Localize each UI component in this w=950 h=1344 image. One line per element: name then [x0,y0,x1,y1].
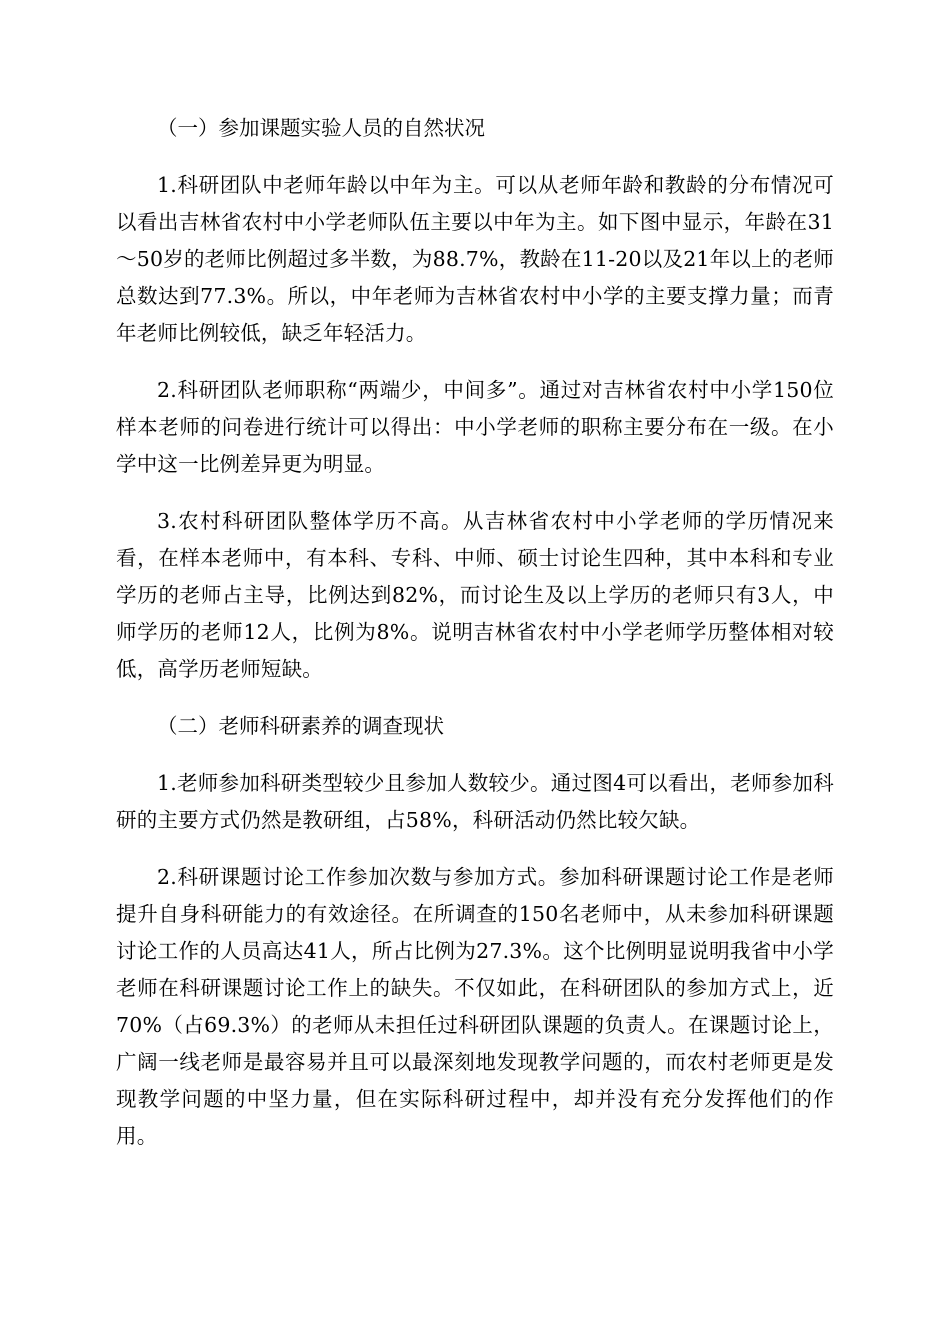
document-body [116,110,834,1175]
section-heading-2: （二）老师科研素养的调查现状 [157,714,444,738]
paragraph-age: 1.科研团队中老师年龄以中年为主。可以从老师年龄和教龄的分布情况可以看出吉林省农村中小学老师队伍主要以中年为主。如下图中显示，年龄在31～50岁的老师比例超过多半数，为88.7%，教龄在11-20以及21年以上的老师总数达到77.3%。所以，中年老师为吉林省农村中小学的主要支撑力量；而青年老师比例较低，缺乏年轻活力。 [116,173,834,345]
section-heading-1: （一）参加课题实验人员的自然状况 [157,116,485,140]
paragraph-research-participation: 2.科研课题讨论工作参加次数与参加方式。参加科研课题讨论工作是老师提升自身科研能力的有效途径。在所调查的150名老师中，从未参加科研课题讨论工作的人员高达41人，所占比例为27.3%。这个比例明显说明我省中小学老师在科研课题讨论工作上的缺失。不仅如此，在科研团队的参加方式上，近70%（占69.3%）的老师从未担任过科研团队课题的负责人。在课题讨论上，广阔一线老师是最容易并且可以最深刻地发现教学问题的，而农村老师更是发现教学问题的中坚力量，但在实际科研过程中，却并没有充分发挥他们的作用。 [116,865,834,1148]
paragraph-title: 2.科研团队老师职称“两端少，中间多”。通过对吉林省农村中小学150位样本老师的问卷进行统计可以得出：中小学老师的职称主要分布在一级。在小学中这一比例差异更为明显。 [116,378,834,476]
paragraph-research-types: 1.老师参加科研类型较少且参加人数较少。通过图4可以看出，老师参加科研的主要方式仍然是教研组，占58%，科研活动仍然比较欠缺。 [116,771,834,832]
paragraph-education: 3.农村科研团队整体学历不高。从吉林省农村中小学老师的学历情况来看，在样本老师中，有本科、专科、中师、硕士讨论生四种，其中本科和专业学历的老师占主导，比例达到82%，而讨论生及以上学历的老师只有3人，中师学历的老师12人，比例为8%。说明吉林省农村中小学老师学历整体相对较低，高学历老师短缺。 [116,509,834,681]
